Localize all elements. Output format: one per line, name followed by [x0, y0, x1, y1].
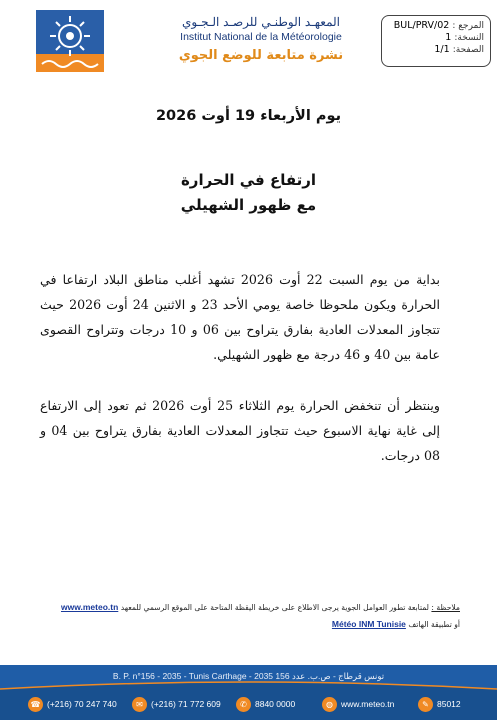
- bulletin-title: نشرة متابعة للوضع الجوي: [178, 48, 344, 63]
- phone-number: (+216) 70 247 740: [47, 699, 117, 709]
- organization-name-french: Institut National de la Météorologie: [180, 31, 342, 43]
- copy-label: النسخة:: [454, 33, 484, 43]
- contact-fax: [132, 695, 221, 713]
- contact-toll-free: [236, 695, 295, 713]
- reference-box: [381, 15, 491, 67]
- note-text: لمتابعة تطور العوامل الجوية يرجى الاطلاع على خريطة اليقظة المتاحة على الموقع الرسمي للمعهد: [120, 603, 429, 612]
- organization-name-arabic: المعهـد الوطنـي للرصـد الـجـوي: [182, 15, 340, 29]
- ref-value: BUL/PRV/02: [393, 20, 450, 31]
- footer-contacts: [0, 695, 497, 713]
- date-line: يوم الأربعاء 19 أوت 2026: [155, 108, 342, 124]
- contact-sms: [418, 695, 461, 713]
- note-label: ملاحظة :: [431, 603, 460, 612]
- footer: [0, 665, 497, 720]
- page-value: 1/1: [434, 44, 450, 55]
- app-link[interactable]: Météo INM Tunisie: [331, 619, 406, 629]
- fax-icon: ✉: [132, 697, 147, 712]
- ref-label: المرجع :: [452, 21, 484, 31]
- fax-number: (+216) 71 772 609: [151, 699, 221, 709]
- copy-value: 1: [445, 32, 452, 43]
- footer-address: B. P. n°156 - 2035 - Tunis Carthage - 2035 تونس قرطاج - ص.ب. عدد 156: [112, 671, 385, 681]
- copy-row: [388, 32, 484, 44]
- note: [40, 599, 460, 633]
- message-icon: ✎: [418, 697, 433, 712]
- contact-website: [322, 695, 394, 713]
- page-label: الصفحة:: [452, 45, 484, 55]
- phone-icon: ☎: [28, 697, 43, 712]
- headline-line-1: ارتفاع في الحرارة: [180, 171, 317, 189]
- note-line-2: [40, 616, 460, 633]
- note-or-text: أو تطبيقة الهاتف: [408, 620, 460, 629]
- phone-call-icon: ✆: [236, 697, 251, 712]
- contact-phone: [28, 695, 117, 713]
- page-row: [388, 44, 484, 56]
- inm-logo-icon: [36, 10, 104, 72]
- reference-row: [388, 20, 484, 32]
- globe-icon: ◍: [322, 697, 337, 712]
- body-paragraph-2: وينتظر أن تنخفض الحرارة يوم الثلاثاء 25 أوت 2026 ثم تعود إلى الارتفاع إلى غاية نهاية الاسبوع حيث تتجاوز المعدلات العادية بفارق يتراوح بين 04 و 08 درجات.: [40, 398, 440, 463]
- toll-free-number: 8840 0000: [255, 699, 296, 709]
- headline-line-2: مع ظهور الشهيلي: [180, 196, 317, 214]
- footer-website[interactable]: www.meteo.tn: [341, 699, 395, 709]
- note-line-1: [40, 599, 460, 616]
- website-link[interactable]: www.meteo.tn: [60, 602, 119, 612]
- body-paragraph-1: بداية من يوم السبت 22 أوت 2026 تشهد أغلب مناطق البلاد ارتفاعا في الحرارة ويكون ملحوظا خاصة يومي الأحد 23 و الاثنين 24 أوت 2026 حيث تتجاوز المعدلات العادية بفارق يتراوح بين 06 و 10 درجات وتتراوح القصوى عامة بين 40 و 46 درجة مع ظهور الشهيلي.: [40, 272, 440, 362]
- sms-number: 85012: [437, 699, 461, 709]
